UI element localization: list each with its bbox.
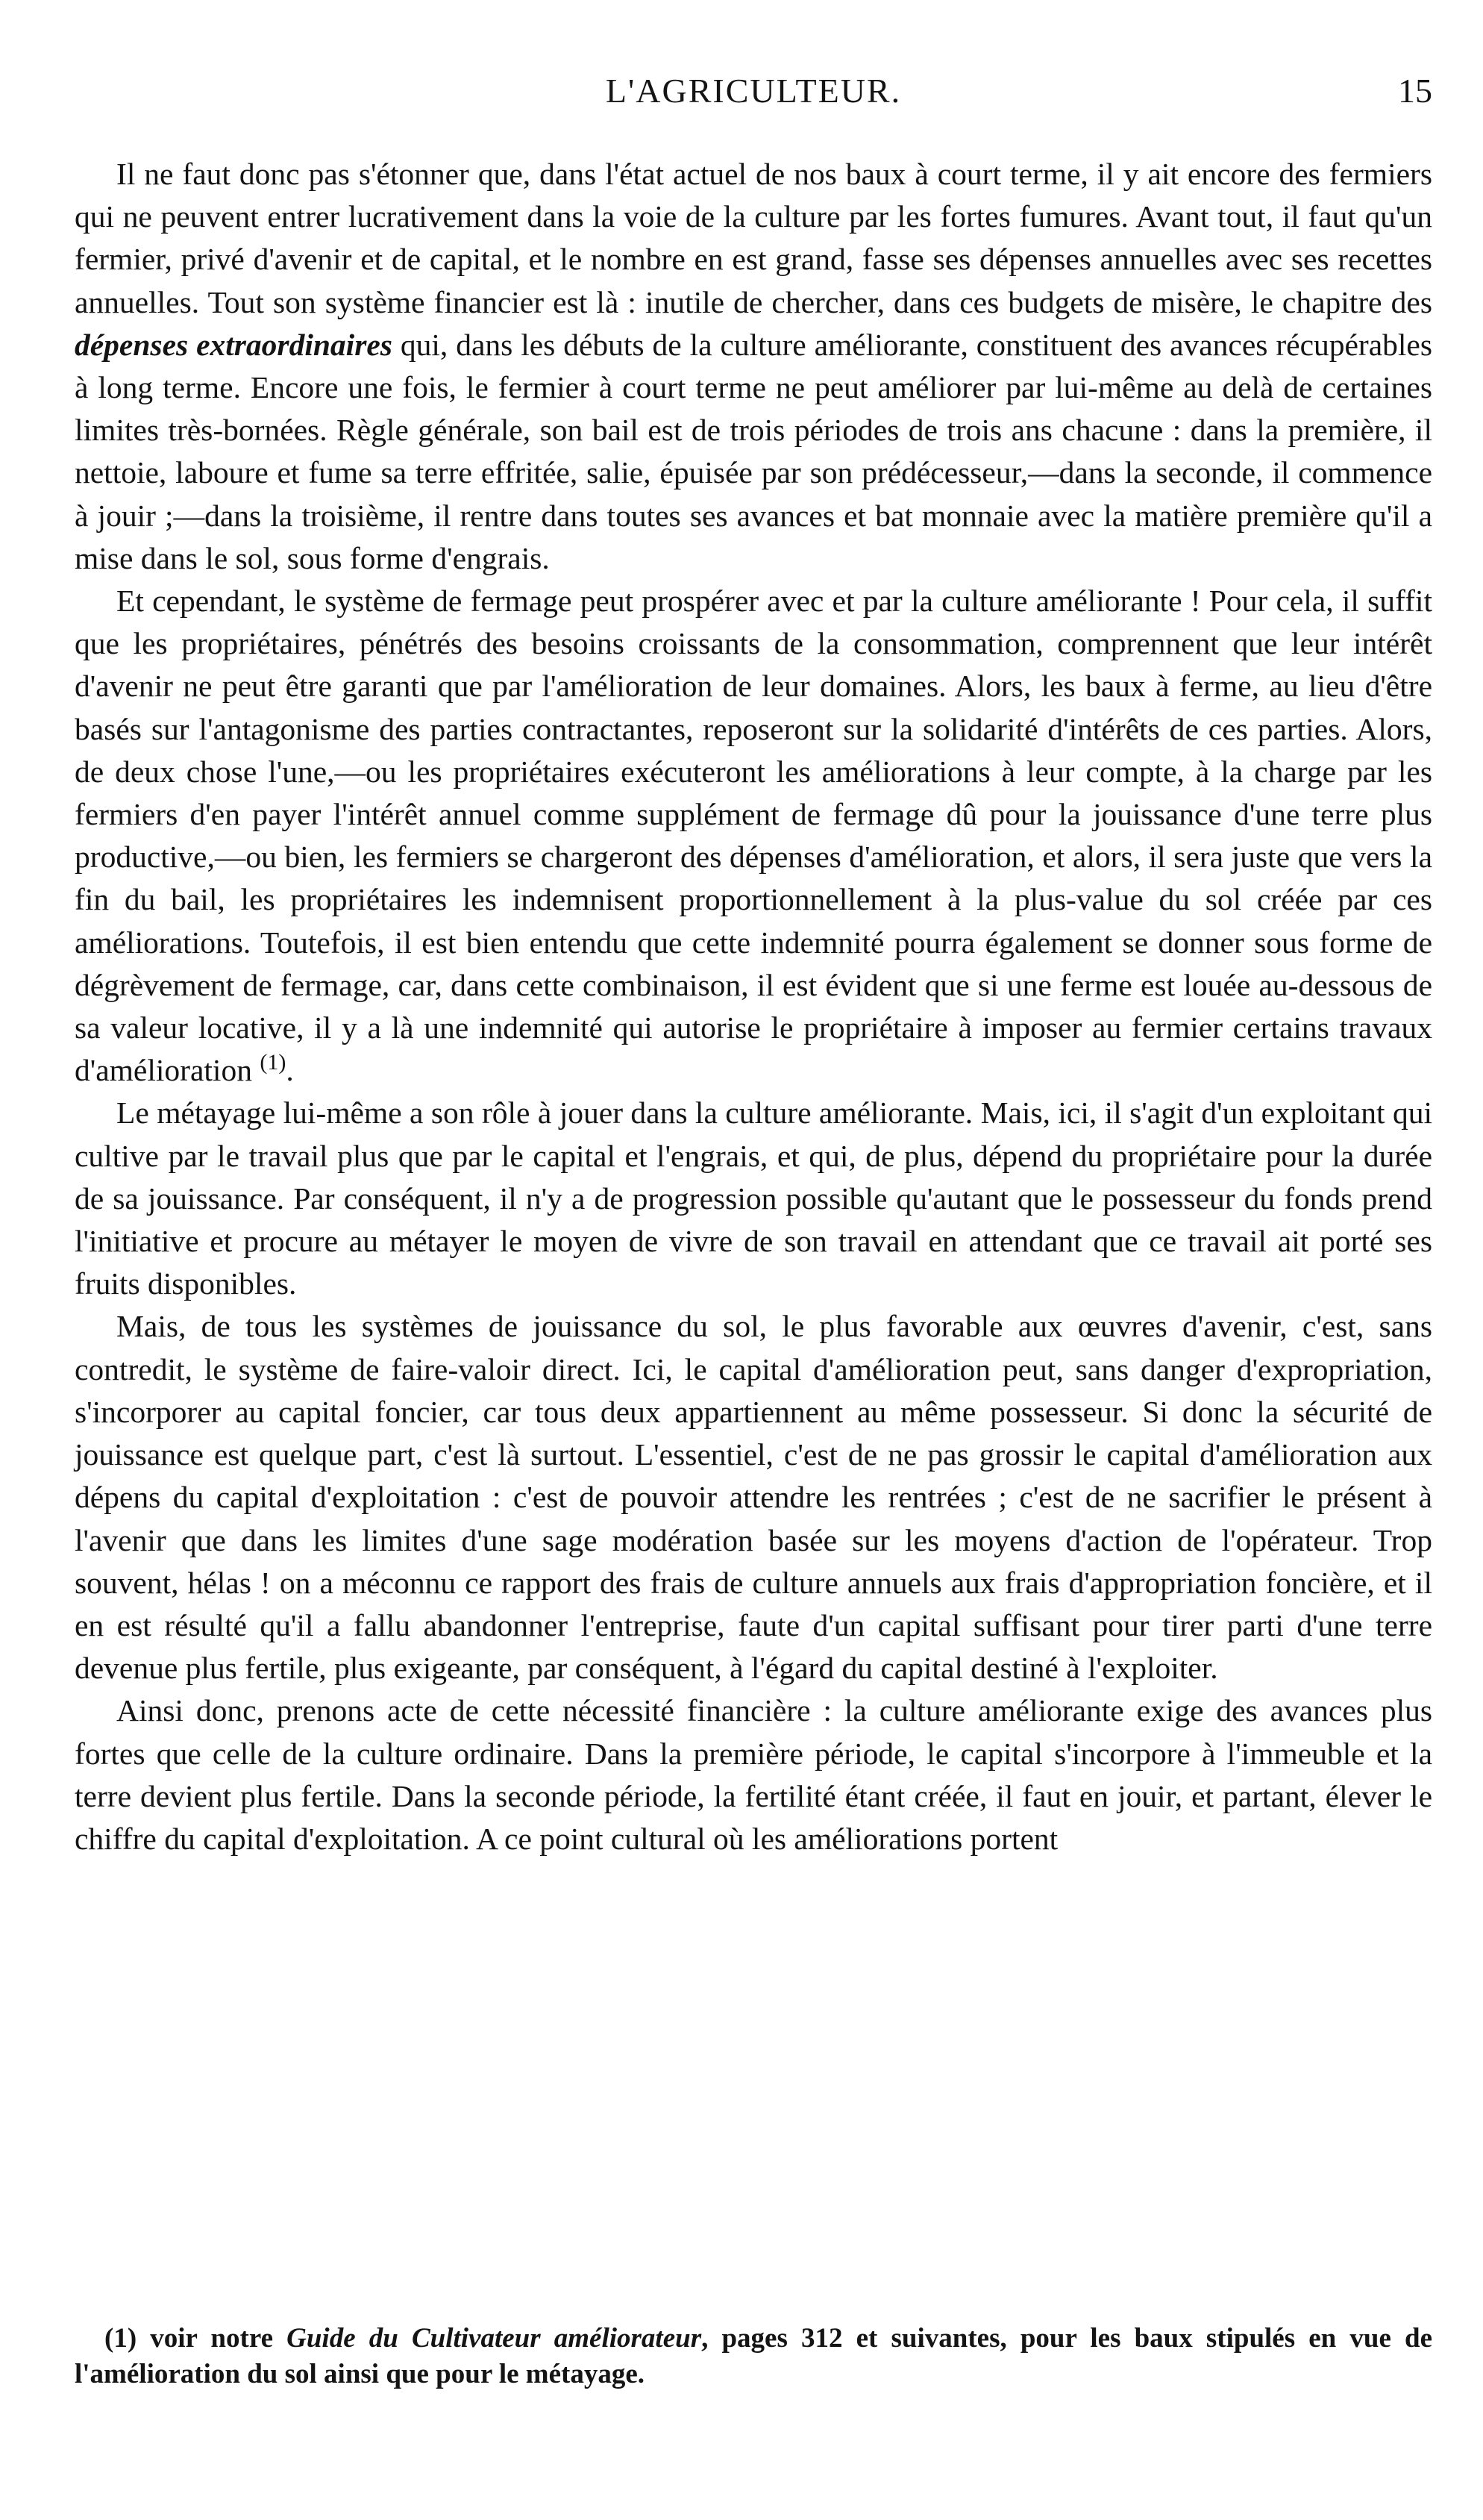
paragraph-3: Le métayage lui-même a son rôle à jouer dans la culture améliorante. Mais, ici, il s'agit d'un exploitant qui cultive par le travail plus que par le capital et l'engrais, et qui, de plus, dépend du propriétaire pour la durée de sa jouissance. Par conséquent, il n'y a de progression possible qu'autant que le possesseur du fonds prend l'initiative et procure au métayer le moyen de vivre de son travail en attendant que ce travail ait porté ses fruits disponibles. (75, 1095, 1432, 1301)
running-title: L'AGRICULTEUR. (605, 72, 902, 110)
paragraph-1-text-start: Il ne faut donc pas s'étonner que, dans l'état actuel de nos baux à court terme, il y ait encore des fermiers qui ne peuvent entrer lucrativement dans la voie de la culture par les fortes fumures. Avant tout, il faut qu'un fermier, privé d'avenir et de capital, et le nombre en est grand, fasse ses dépenses annuelles avec ses recettes annuelles. Tout son système financier est là : inutile de chercher, dans ces budgets de misère, le chapitre des (75, 157, 1432, 319)
paragraph-2-period: . (286, 1053, 294, 1088)
paragraph-2 (75, 580, 1432, 1092)
paragraph-1-text-end: qui, dans les débuts de la culture améliorante, constituent des avances récupérables à long terme. Encore une fois, le fermier à court terme ne peut améliorer par lui-même au delà de certaines limites très-bornées. Règle générale, son bail est de trois périodes de trois ans chacune : dans la première, il nettoie, laboure et fume sa terre effritée, salie, épuisée par son prédécesseur,—dans la seconde, il commence à jouir ;—dans la troisième, il rentre dans toutes ses avances et bat monnaie avec la matière première qu'il a mise dans le sol, sous forme d'engrais. (75, 327, 1433, 575)
italic-phrase: dépenses extraordinaires (75, 327, 392, 362)
footnote-reference: (1) (260, 1050, 286, 1075)
paragraph-4: Mais, de tous les systèmes de jouissance du sol, le plus favorable aux œuvres d'avenir, c'est, sans contredit, le système de faire-valoir direct. Ici, le capital d'amélioration peut, sans danger d'expropriation, s'incorporer au capital foncier, car tous deux appartiennent au même possesseur. Si donc la sécurité de jouissance est quelque part, c'est là surtout. L'essentiel, c'est de ne pas grossir le capital d'amélioration aux dépens du capital d'exploitation : c'est de pouvoir attendre les rentrées ; c'est de ne sacrifier le présent à l'avenir que dans les limites d'une sage modération basée sur les moyens d'action de l'opérateur. Trop souvent, hélas ! on a méconnu ce rapport des frais de culture annuels aux frais d'appropriation foncière, et il en est résulté qu'il a fallu abandonner l'entreprise, faute d'un capital suffisant pour tirer parti d'une terre devenue plus fertile, plus exigeante, par conséquent, à l'égard du capital destiné à l'exploiter. (75, 1309, 1432, 1686)
book-page (75, 71, 1432, 1860)
paragraph-5: Ainsi donc, prenons acte de cette nécessité financière : la culture améliorante exige des avances plus fortes que celle de la culture ordinaire. Dans la première période, le capital s'incorpore à l'immeuble et la terre devient plus fertile. Dans la seconde période, la fertilité étant créée, il faut en jouir, et partant, élever le chiffre du capital d'exploitation. A ce point cultural où les améliorations portent (75, 1693, 1432, 1856)
page-number: 15 (1398, 72, 1432, 110)
footnote-text-start: (1) voir notre (104, 2323, 287, 2354)
body-text (75, 153, 1432, 1860)
footnote-book-title: Guide du Cultivateur améliorateur (286, 2323, 702, 2354)
paragraph-1 (75, 153, 1432, 580)
paragraph-2-text: Et cependant, le système de fermage peut prospérer avec et par la culture améliorante ! Pour cela, il suffit que les propriétaires, pénétrés des besoins croissants de la consommation, comprennent que leur intérêt d'avenir ne peut être garanti que par l'amélioration de leur domaines. Alors, les baux à ferme, au lieu d'être basés sur l'antagonisme des parties contractantes, reposeront sur la solidarité d'intérêts de ces parties. Alors, de deux chose l'une,—ou les propriétaires exécuteront les améliorations à leur compte, à la charge par les fermiers d'en payer l'intérêt annuel comme supplément de fermage dû pour la jouissance d'une terre plus productive,—ou bien, les fermiers se chargeront des dépenses d'amélioration, et alors, il sera juste que vers la fin du bail, les propriétaires les indemnisent proportionnellement à la plus-value du sol créée par ces améliorations. Toutefois, il est bien entendu que cette indemnité pourra également se donner sous forme de dégrèvement de fermage, car, dans cette combinaison, il est évident que si une ferme est louée au-dessous de sa valeur locative, il y a là une indemnité qui autorise le propriétaire à imposer au fermier certains travaux d'amélioration (75, 584, 1432, 1088)
footnote (75, 2321, 1432, 2392)
footnote-text-end: , pages 312 et suivantes, pour les baux stipulés en vue de l'amélioration du sol ainsi que pour le métayage. (75, 2323, 1432, 2389)
page-header (75, 71, 1432, 123)
